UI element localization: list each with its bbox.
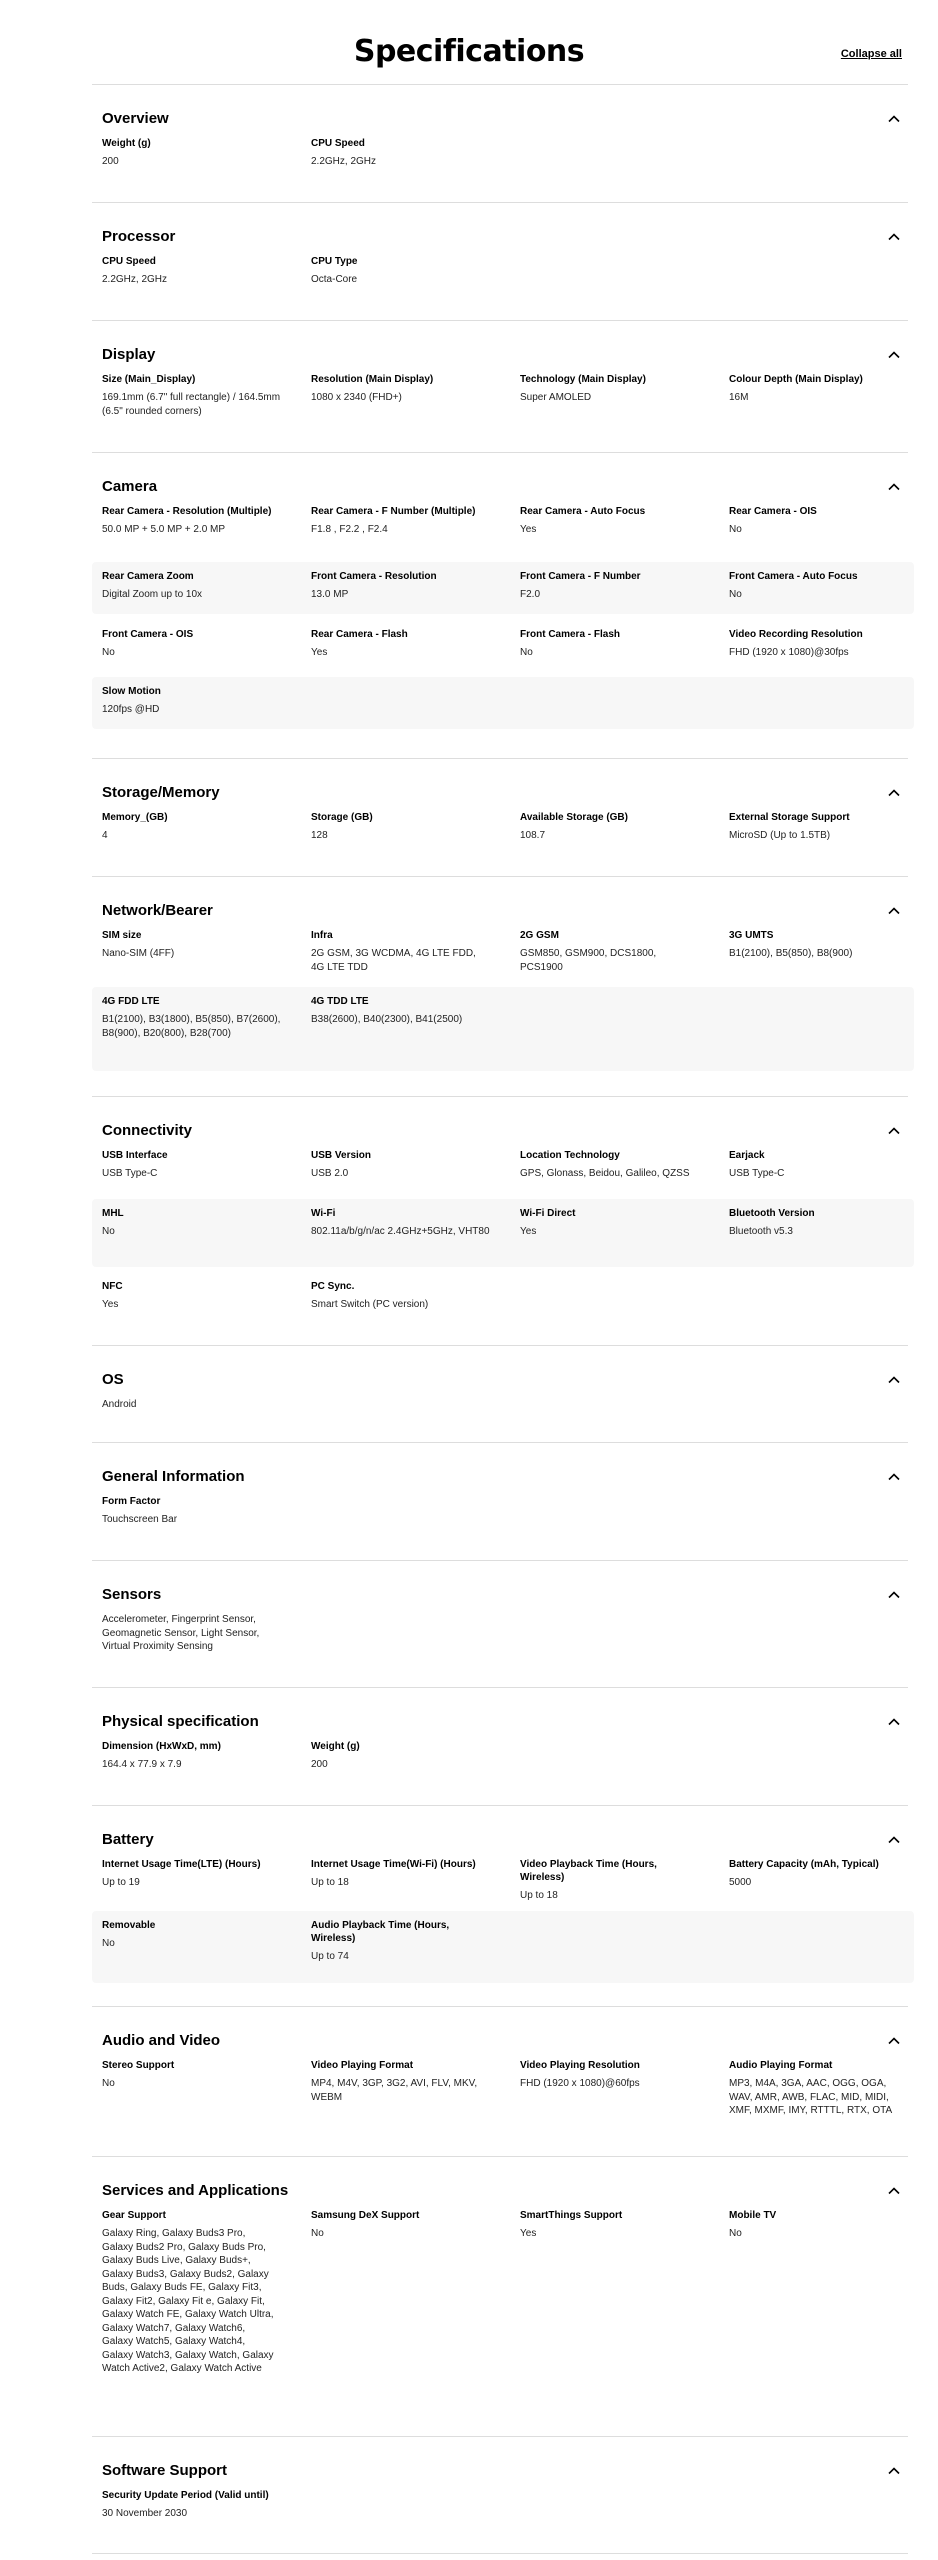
section-title-physical: Physical specification xyxy=(102,1713,259,1730)
spec-label: Rear Camera - OIS xyxy=(729,506,817,517)
spec-label: 3G UMTS xyxy=(729,930,774,941)
spec-label: Form Factor xyxy=(102,1496,161,1507)
spec-item xyxy=(102,255,282,287)
spec-item xyxy=(311,1207,491,1239)
spec-value: 128 xyxy=(311,830,328,841)
spec-item xyxy=(102,811,282,843)
spec-item xyxy=(520,628,700,660)
spec-label: USB Version xyxy=(311,1150,372,1161)
spec-item xyxy=(729,373,909,405)
spec-value: USB Type-C xyxy=(102,1168,158,1179)
spec-item xyxy=(520,1149,700,1181)
spec-item xyxy=(729,2209,909,2241)
spec-value: 30 November 2030 xyxy=(102,2508,188,2519)
spec-label: Audio Playback Time (Hours, Wireless) xyxy=(311,1920,450,1944)
spec-value: 200 xyxy=(102,156,119,167)
spec-label: Resolution (Main Display) xyxy=(311,374,434,385)
spec-label: Video Playing Format xyxy=(311,2060,414,2071)
spec-label: Internet Usage Time(LTE) (Hours) xyxy=(102,1859,261,1870)
spec-value: 1080 x 2340 (FHD+) xyxy=(311,392,402,403)
spec-label: Slow Motion xyxy=(102,686,161,697)
section-divider xyxy=(92,1560,908,1561)
spec-label: Infra xyxy=(311,930,333,941)
spec-label: Rear Camera Zoom xyxy=(102,571,194,582)
spec-label: Wi-Fi xyxy=(311,1208,336,1219)
spec-value: Yes xyxy=(520,524,537,535)
spec-label: Storage (GB) xyxy=(311,812,373,823)
spec-item xyxy=(102,1858,282,1890)
spec-item xyxy=(102,1740,282,1772)
spec-label: Earjack xyxy=(729,1150,765,1161)
section-divider xyxy=(92,84,908,85)
spec-value: Octa-Core xyxy=(311,274,358,285)
spec-item xyxy=(520,811,700,843)
spec-label: Memory_(GB) xyxy=(102,812,168,823)
spec-item xyxy=(102,1149,282,1181)
section-divider xyxy=(92,1096,908,1097)
spec-label: 2G GSM xyxy=(520,930,559,941)
spec-label: Weight (g) xyxy=(102,138,151,149)
spec-value: 5000 xyxy=(729,1877,752,1888)
spec-value: Up to 19 xyxy=(102,1877,140,1888)
spec-label: MHL xyxy=(102,1208,124,1219)
spec-value: 200 xyxy=(311,1759,328,1770)
section-divider xyxy=(92,320,908,321)
spec-value: 4 xyxy=(102,830,108,841)
spec-value: 50.0 MP + 5.0 MP + 2.0 MP xyxy=(102,524,226,535)
spec-item xyxy=(729,505,909,537)
chevron-up-icon[interactable] xyxy=(886,2183,902,2199)
spec-value: 802.11a/b/g/n/ac 2.4GHz+5GHz, VHT80 xyxy=(311,1226,490,1237)
spec-label: Internet Usage Time(Wi-Fi) (Hours) xyxy=(311,1859,476,1870)
chevron-up-icon[interactable] xyxy=(886,479,902,495)
spec-label: Removable xyxy=(102,1920,156,1931)
spec-item xyxy=(102,1207,282,1239)
spec-value: Galaxy Ring, Galaxy Buds3 Pro, Galaxy Buds2 Pro, Galaxy Buds Pro, Galaxy Buds Live, Galaxy Buds+, Galaxy Buds3, Galaxy Buds2, Galaxy Buds, Galaxy Buds FE, Galaxy Fit3, Galaxy Fit2, Galaxy Fit e, Galaxy Fit, Galaxy Watch FE, Galaxy Watch Ultra, Galaxy Watch7, Galaxy Watch6, Galaxy Watch5, Galaxy Watch4, Galaxy Watch3, Galaxy Watch, Galaxy Watch Active2, Galaxy Watch Active xyxy=(102,2228,274,2374)
spec-item xyxy=(520,570,700,602)
chevron-up-icon[interactable] xyxy=(886,785,902,801)
spec-item xyxy=(729,811,909,843)
spec-label: Rear Camera - Auto Focus xyxy=(520,506,646,517)
section-title-services: Services and Applications xyxy=(102,2182,289,2199)
section-divider xyxy=(92,452,908,453)
spec-item xyxy=(729,1207,909,1239)
spec-value: GSM850, GSM900, DCS1800, PCS1900 xyxy=(520,948,657,973)
spec-label: Stereo Support xyxy=(102,2060,175,2071)
spec-label: Samsung DeX Support xyxy=(311,2210,420,2221)
spec-value: MP4, M4V, 3GP, 3G2, AVI, FLV, MKV, WEBM xyxy=(311,2078,478,2103)
spec-item xyxy=(311,137,491,169)
spec-item xyxy=(102,2059,282,2091)
section-title-battery: Battery xyxy=(102,1831,154,1848)
spec-label: Video Playing Resolution xyxy=(520,2060,640,2071)
spec-item xyxy=(729,570,909,602)
spec-label: CPU Speed xyxy=(311,138,365,149)
spec-label: Front Camera - OIS xyxy=(102,629,194,640)
spec-label: Rear Camera - Resolution (Multiple) xyxy=(102,506,272,517)
spec-value: FHD (1920 x 1080)@60fps xyxy=(520,2078,640,2089)
spec-label: Front Camera - F Number xyxy=(520,571,641,582)
spec-value: No xyxy=(520,647,533,658)
chevron-up-icon[interactable] xyxy=(886,1123,902,1139)
spec-item xyxy=(311,2209,491,2241)
spec-value: No xyxy=(729,2228,742,2239)
spec-value: B38(2600), B40(2300), B41(2500) xyxy=(311,1014,463,1025)
section-title-display: Display xyxy=(102,346,156,363)
spec-label: Size (Main_Display) xyxy=(102,374,196,385)
spec-item xyxy=(311,1919,491,1964)
spec-value: 164.4 x 77.9 x 7.9 xyxy=(102,1759,182,1770)
spec-value: B1(2100), B3(1800), B5(850), B7(2600), B8(900), B20(800), B28(700) xyxy=(102,1014,281,1039)
spec-label: Wi-Fi Direct xyxy=(520,1208,576,1219)
chevron-up-icon[interactable] xyxy=(886,1832,902,1848)
spec-item xyxy=(102,929,282,961)
spec-item xyxy=(102,1398,282,1412)
spec-value: Bluetooth v5.3 xyxy=(729,1226,793,1237)
spec-value: Super AMOLED xyxy=(520,392,592,403)
section-title-software: Software Support xyxy=(102,2462,228,2479)
spec-value: B1(2100), B5(850), B8(900) xyxy=(729,948,853,959)
section-divider xyxy=(92,2006,908,2007)
spec-item xyxy=(102,1919,282,1951)
section-title-os: OS xyxy=(102,1371,124,1388)
section-divider xyxy=(92,2553,908,2554)
spec-value: 108.7 xyxy=(520,830,546,841)
spec-value: Yes xyxy=(102,1299,119,1310)
section-title-connectivity: Connectivity xyxy=(102,1122,193,1139)
spec-value: 169.1mm (6.7" full rectangle) / 164.5mm (6.5" rounded corners) xyxy=(102,392,281,417)
spec-value: Up to 74 xyxy=(311,1951,349,1962)
spec-value: 2.2GHz, 2GHz xyxy=(311,156,377,167)
chevron-up-icon[interactable] xyxy=(886,1587,902,1603)
spec-item xyxy=(520,1207,700,1239)
spec-item xyxy=(311,929,491,974)
spec-item xyxy=(311,995,491,1027)
section-title-sensors: Sensors xyxy=(102,1586,162,1603)
spec-value: No xyxy=(102,1938,115,1949)
spec-value: Yes xyxy=(311,647,328,658)
section-divider xyxy=(92,1345,908,1346)
spec-item xyxy=(729,1858,909,1890)
spec-value: GPS, Glonass, Beidou, Galileo, QZSS xyxy=(520,1168,690,1179)
section-divider xyxy=(92,1442,908,1443)
spec-label: Rear Camera - Flash xyxy=(311,629,408,640)
spec-item xyxy=(102,1280,282,1312)
spec-label: USB Interface xyxy=(102,1150,168,1161)
spec-value: No xyxy=(102,2078,115,2089)
spec-item xyxy=(520,373,700,405)
spec-label: External Storage Support xyxy=(729,812,850,823)
spec-label: Video Playback Time (Hours, Wireless) xyxy=(520,1859,657,1883)
spec-label: Video Recording Resolution xyxy=(729,629,863,640)
spec-item xyxy=(520,1858,700,1903)
section-title-camera: Camera xyxy=(102,478,158,495)
spec-value: Smart Switch (PC version) xyxy=(311,1299,429,1310)
chevron-up-icon[interactable] xyxy=(886,111,902,127)
spec-value: Nano-SIM (4FF) xyxy=(102,948,175,959)
spec-item xyxy=(102,570,282,602)
spec-label: Front Camera - Flash xyxy=(520,629,621,640)
spec-value: USB 2.0 xyxy=(311,1168,349,1179)
spec-value: No xyxy=(729,589,742,600)
section-divider xyxy=(92,758,908,759)
spec-item xyxy=(311,811,491,843)
spec-item xyxy=(729,2059,909,2118)
spec-value: Android xyxy=(102,1399,137,1410)
spec-label: 4G TDD LTE xyxy=(311,996,369,1007)
spec-label: Bluetooth Version xyxy=(729,1208,815,1219)
spec-label: Weight (g) xyxy=(311,1741,360,1752)
spec-item xyxy=(102,505,282,537)
section-divider xyxy=(92,1687,908,1688)
spec-item xyxy=(311,505,491,537)
spec-label: Location Technology xyxy=(520,1150,620,1161)
spec-label: Front Camera - Auto Focus xyxy=(729,571,858,582)
chevron-up-icon[interactable] xyxy=(886,1372,902,1388)
spec-item xyxy=(102,137,282,169)
spec-item xyxy=(520,929,700,974)
spec-item xyxy=(102,685,282,717)
spec-item xyxy=(520,2059,700,2091)
spec-item xyxy=(102,1495,282,1527)
page-title: Specifications xyxy=(353,34,585,69)
spec-label: Mobile TV xyxy=(729,2210,777,2221)
section-divider xyxy=(92,202,908,203)
section-title-storage: Storage/Memory xyxy=(102,784,220,801)
spec-label: Front Camera - Resolution xyxy=(311,571,437,582)
spec-label: PC Sync. xyxy=(311,1281,355,1292)
spec-label: Security Update Period (Valid until) xyxy=(102,2490,269,2501)
spec-item xyxy=(311,1280,491,1312)
spec-item xyxy=(520,505,700,537)
spec-value: MicroSD (Up to 1.5TB) xyxy=(729,830,831,841)
spec-label: Colour Depth (Main Display) xyxy=(729,374,863,385)
section-divider xyxy=(92,876,908,877)
spec-label: SIM size xyxy=(102,930,142,941)
spec-item xyxy=(102,628,282,660)
chevron-up-icon[interactable] xyxy=(886,903,902,919)
chevron-up-icon[interactable] xyxy=(886,1714,902,1730)
spec-item xyxy=(102,995,282,1040)
section-title-audio: Audio and Video xyxy=(102,2032,221,2049)
chevron-up-icon[interactable] xyxy=(886,347,902,363)
spec-item xyxy=(311,570,491,602)
spec-value: MP3, M4A, 3GA, AAC, OGG, OGA, WAV, AMR, AWB, FLAC, MID, MIDI, XMF, MXMF, IMY, RTTTL, RTX, OTA xyxy=(729,2078,893,2116)
spec-label: Available Storage (GB) xyxy=(520,812,628,823)
spec-value: No xyxy=(729,524,742,535)
section-divider xyxy=(92,2156,908,2157)
spec-item xyxy=(102,2489,282,2521)
spec-item xyxy=(729,1149,909,1181)
spec-item xyxy=(311,2059,491,2104)
spec-item xyxy=(729,929,909,961)
section-title-overview: Overview xyxy=(102,110,169,127)
spec-value: Digital Zoom up to 10x xyxy=(102,589,203,600)
spec-value: No xyxy=(102,1226,115,1237)
spec-value: No xyxy=(311,2228,324,2239)
spec-item xyxy=(102,2209,282,2376)
spec-value: F1.8 , F2.2 , F2.4 xyxy=(311,524,388,535)
spec-item xyxy=(311,1740,491,1772)
section-title-processor: Processor xyxy=(102,228,176,245)
spec-item xyxy=(520,2209,700,2241)
spec-item xyxy=(311,255,491,287)
spec-label: Technology (Main Display) xyxy=(520,374,646,385)
spec-label: Dimension (HxWxD, mm) xyxy=(102,1741,221,1752)
spec-item xyxy=(102,373,282,418)
spec-item xyxy=(102,1613,282,1654)
chevron-up-icon[interactable] xyxy=(886,2463,902,2479)
spec-item xyxy=(729,628,909,660)
spec-item xyxy=(311,1149,491,1181)
spec-value: Touchscreen Bar xyxy=(102,1514,178,1525)
spec-value: FHD (1920 x 1080)@30fps xyxy=(729,647,849,658)
spec-value: 120fps @HD xyxy=(102,704,160,715)
spec-value: USB Type-C xyxy=(729,1168,785,1179)
spec-label: 4G FDD LTE xyxy=(102,996,160,1007)
spec-label: NFC xyxy=(102,1281,123,1292)
spec-label: CPU Speed xyxy=(102,256,156,267)
section-divider xyxy=(92,2436,908,2437)
spec-label: Audio Playing Format xyxy=(729,2060,833,2071)
spec-value: 2.2GHz, 2GHz xyxy=(102,274,168,285)
spec-label: Battery Capacity (mAh, Typical) xyxy=(729,1859,879,1870)
spec-value: Up to 18 xyxy=(311,1877,349,1888)
spec-value: Accelerometer, Fingerprint Sensor, Geomagnetic Sensor, Light Sensor, Virtual Proximity Sensing xyxy=(102,1614,260,1652)
spec-value: Yes xyxy=(520,1226,537,1237)
spec-value: F2.0 xyxy=(520,589,541,600)
spec-label: SmartThings Support xyxy=(520,2210,623,2221)
spec-value: Up to 18 xyxy=(520,1890,558,1901)
chevron-up-icon[interactable] xyxy=(886,1469,902,1485)
collapse-all-link[interactable]: Collapse all xyxy=(840,48,902,60)
chevron-up-icon[interactable] xyxy=(886,2033,902,2049)
spec-value: 13.0 MP xyxy=(311,589,349,600)
spec-value: 2G GSM, 3G WCDMA, 4G LTE FDD, 4G LTE TDD xyxy=(311,948,476,973)
spec-label: CPU Type xyxy=(311,256,358,267)
section-divider xyxy=(92,1805,908,1806)
section-title-network: Network/Bearer xyxy=(102,902,213,919)
spec-value: No xyxy=(102,647,115,658)
section-title-general: General Information xyxy=(102,1468,245,1485)
spec-label: Gear Support xyxy=(102,2210,166,2221)
spec-item xyxy=(311,373,491,405)
spec-item xyxy=(311,1858,491,1890)
chevron-up-icon[interactable] xyxy=(886,229,902,245)
spec-value: Yes xyxy=(520,2228,537,2239)
spec-value: 16M xyxy=(729,392,749,403)
spec-label: Rear Camera - F Number (Multiple) xyxy=(311,506,476,517)
spec-item xyxy=(311,628,491,660)
